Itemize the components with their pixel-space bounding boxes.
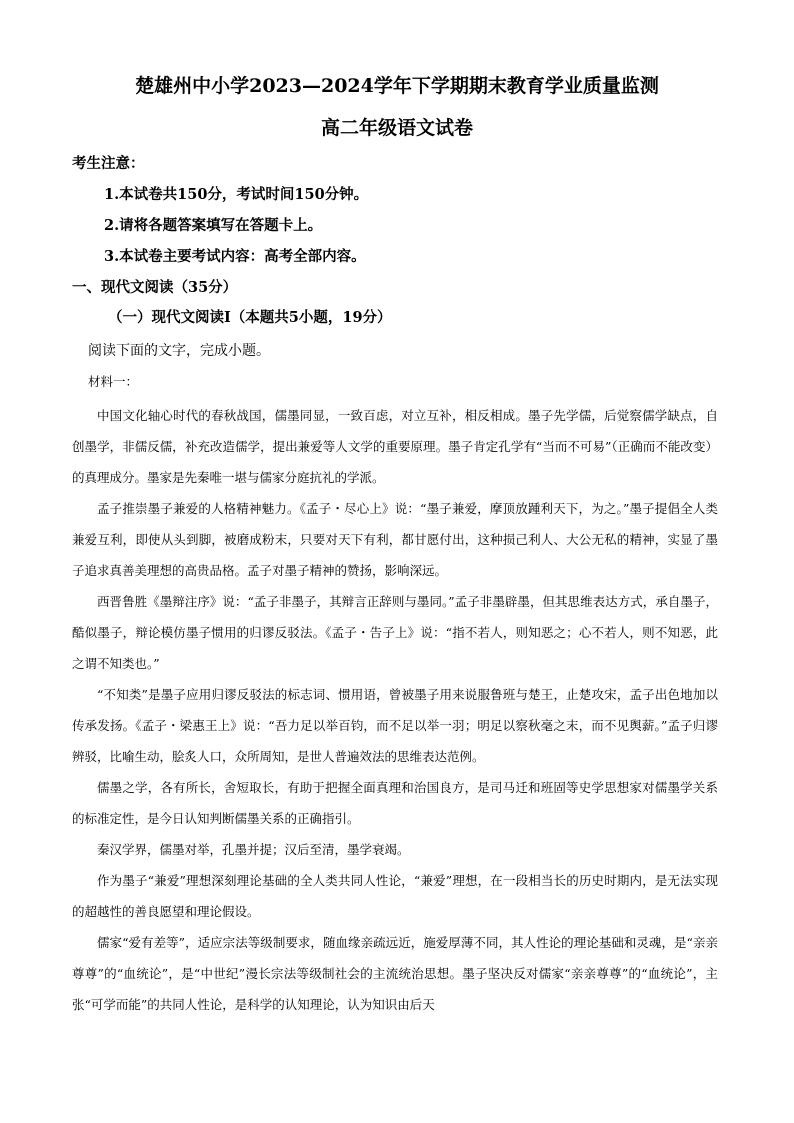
document-title: 楚雄州中小学2023—2024学年下学期期末教育学业质量监测: [135, 75, 659, 97]
passage-paragraph: 作为墨子“兼爱”理想深刻理论基础的全人类共同人性论，“兼爱”理想，在一段相当长的历史时期内，是无法实现的超越性的善良愿望和理论假设。: [72, 873, 718, 919]
passage-paragraph: “不知类”是墨子应用归谬反驳法的标志词、惯用语，曾被墨子用来说服鲁班与楚王，止楚攻宋，孟子出色地加以传承发扬。《孟子・梁惠王上》说：“吾力足以举百钧，而不足以举一羽；明足以察秋毫之末，而不见舆薪。”孟子归谬辨驳，比喻生动，脍炙人口，众所周知，是世人普遍效法的思维表达范例。: [72, 687, 718, 764]
subsection-heading: （一）现代文阅读Ⅰ（本题共5小题，19分）: [108, 309, 392, 326]
notice-item: 1.本试卷共150分，考试时间150分钟。: [104, 186, 369, 203]
reading-instruction: 阅读下面的文字，完成小题。: [88, 343, 270, 359]
passage-paragraph: 秦汉学界，儒墨对举，孔墨并提；汉后至清，墨学衰竭。: [97, 842, 410, 857]
notice-heading: 考生注意：: [72, 155, 145, 172]
passage-paragraph: 儒墨之学，各有所长，舍短取长，有助于把握全面真理和治国良方，是司马迁和班固等史学思想家对儒墨学关系的标准定性，是今日认知判断儒墨关系的正确指引。: [72, 780, 718, 826]
notice-item: 3.本试卷主要考试内容：高考全部内容。: [104, 248, 366, 265]
passage-body: [72, 400, 718, 1020]
section-heading: 一、现代文阅读（35分）: [72, 279, 238, 296]
notice-item: 2.请将各题答案填写在答题卡上。: [104, 217, 323, 234]
passage-paragraph: 中国文化轴心时代的春秋战国，儒墨同显，一致百虑，对立互补，相反相成。墨子先学儒，后觉察儒学缺点，自创墨学，非儒反儒，补充改造儒学，提出兼爱等人文学的重要原理。墨子肯定孔学有“当而不可易”（正确而不能改变）的真理成分。墨家是先秦唯一堪与儒家分庭抗礼的学派。: [72, 408, 718, 485]
document-subtitle: 高二年级语文试卷: [320, 117, 473, 139]
material-label: 材料一：: [88, 374, 139, 389]
passage-paragraph: 孟子推崇墨子兼爱的人格精神魅力。《孟子・尽心上》说：“墨子兼爱，摩顶放踵利天下，为之。”墨子提倡全人类兼爱互利，即使从头到脚，被磨成粉末，只要对天下有利，都甘愿付出，这种损己利人、大公无私的精神，实显了墨子追求真善美理想的高贵品格。孟子对墨子精神的赞扬，影响深远。: [72, 501, 718, 578]
passage-paragraph: 儒家“爱有差等”，适应宗法等级制要求，随血缘亲疏远近，施爱厚薄不同，其人性论的理论基础和灵魂，是“亲亲尊尊”的“血统论”，是“中世纪”漫长宗法等级制社会的主流统治思想。墨子坚决反对儒家“亲亲尊尊”的“血统论”，主张“可学而能”的共同人性论，是科学的认知理论，认为知识由后天: [72, 935, 718, 1012]
passage-paragraph: 西晋鲁胜《墨辩注序》说：“孟子非墨子，其辩言正辞则与墨同。”孟子非墨辟墨，但其思维表达方式，承自墨子，酷似墨子，辩论模仿墨子惯用的归谬反驳法。《孟子・告子上》说：“指不若人，则知恶之；心不若人，则不知恶，此之谓不知类也。”: [72, 594, 718, 671]
